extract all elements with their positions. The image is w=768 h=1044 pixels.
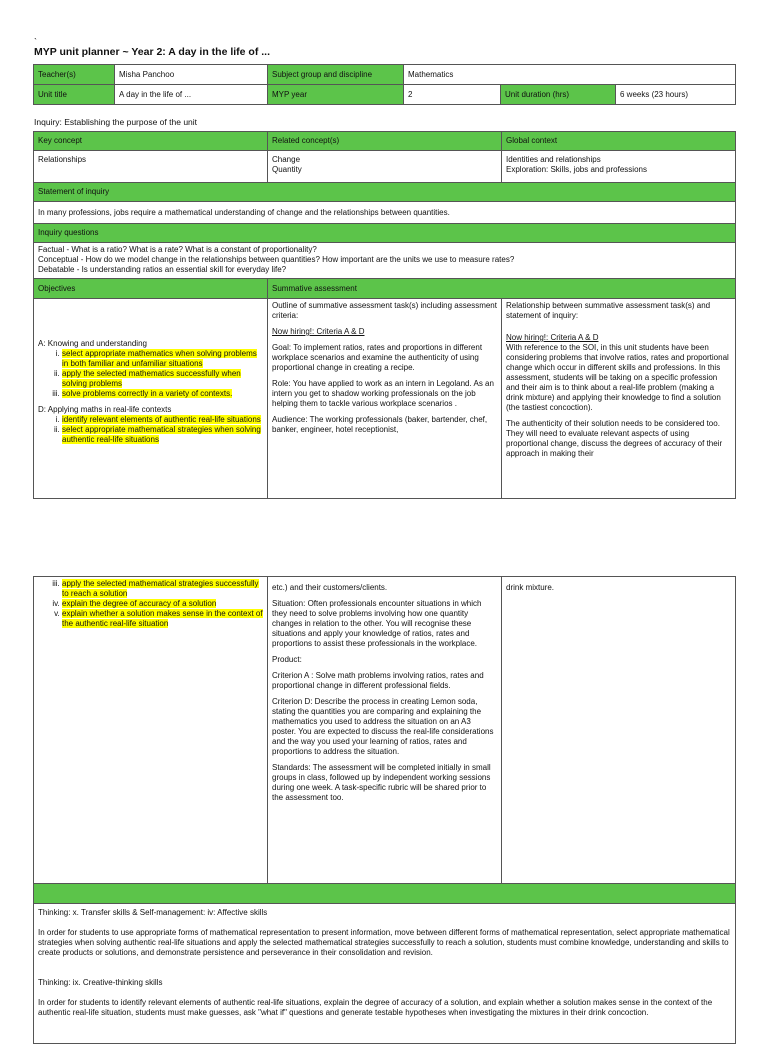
- summative-criterion-d: Criterion D: Describe the process in creating Lemon soda, stating the quantities you are comparing and explaining the mathematics you used to address the situation on an A3 poster. You are expected to discuss the real-life considerations and the way you used your learning of ratios, rates and proportions to address the situation.: [272, 697, 494, 756]
- summative-goal: Goal: To implement ratios, rates and proportions in different workplace scenarios and examine the authenticity of using proportional change in creating a recipe.: [272, 343, 483, 372]
- criterion-d-heading: D: Applying maths in real-life contexts: [38, 405, 172, 414]
- inquiry-heading: Inquiry: Establishing the purpose of the unit: [34, 117, 198, 127]
- stray-mark: `: [34, 37, 37, 47]
- key-concept-header: Key concept: [34, 132, 268, 151]
- subject-label: Subject group and discipline: [268, 65, 404, 85]
- teacher-value: Misha Panchoo: [115, 65, 268, 85]
- objective-item: identify relevant elements of authentic real-life situations: [62, 415, 261, 424]
- summative-outline: Outline of summative assessment task(s) including assessment criteria:: [272, 301, 497, 320]
- duration-value: 6 weeks (23 hours): [616, 85, 736, 105]
- skill-paragraph: In order for students to identify relevant elements of authentic real-life situations, explain the degree of accuracy of a solution, and explain whether a solution makes sense in the context of the authentic real-life situation, students must make guesses, ask "what if" questions and generate testable hypotheses when investigating the mixtures in their drink concoction.: [38, 998, 713, 1017]
- summative-audience-cont: etc.) and their customers/clients.: [272, 583, 388, 592]
- summative-cell: [268, 299, 502, 499]
- summative-cell-continued: [268, 577, 502, 884]
- summative-product: Product:: [272, 655, 302, 664]
- summative-hiring: Now hiring!: Criteria A & D: [272, 327, 365, 336]
- objective-item: apply the selected mathematics successfully when solving problems: [62, 369, 241, 388]
- page-title: MYP unit planner ~ Year 2: A day in the life of ...: [34, 46, 271, 58]
- summative-audience: Audience: The working professionals (baker, bartender, chef, banker, engineer, hotel receptionist,: [272, 415, 488, 434]
- objective-item: solve problems correctly in a variety of contexts.: [62, 389, 233, 398]
- myp-year-value: 2: [404, 85, 501, 105]
- objective-item: explain the degree of accuracy of a solution: [62, 599, 217, 608]
- relationship-cell: [502, 299, 736, 499]
- atl-skills-cell: [34, 904, 736, 1044]
- factual-question: Factual - What is a ratio? What is a rate? What is a constant of proportionality?: [38, 245, 317, 254]
- summative-standards: Standards: The assessment will be completed initially in small groups in class, followed up by independent working sessions during one week. A task-specific rubric will be shared prior to the assessment too.: [272, 763, 491, 802]
- subject-value: Mathematics: [404, 65, 736, 85]
- duration-label: Unit duration (hrs): [501, 85, 616, 105]
- inquiry-questions: [34, 243, 736, 279]
- atl-header-bar: [34, 884, 736, 904]
- global-context-header: Global context: [502, 132, 736, 151]
- objective-item: select appropriate mathematical strategies when solving authentic real-life situations: [62, 425, 261, 444]
- summative-header: Summative assessment: [268, 279, 736, 299]
- global-context-value: Identities and relationships Exploration: Skills, jobs and professions: [502, 151, 736, 183]
- debatable-question: Debatable - Is understanding ratios an essential skill for everyday life?: [38, 265, 287, 274]
- relationship-hiring: Now hiring!: Criteria A & D: [506, 333, 599, 342]
- criterion-a-heading: A: Knowing and understanding: [38, 339, 147, 348]
- objectives-header: Objectives: [34, 279, 268, 299]
- skill-title: Thinking: ix. Creative-thinking skills: [38, 978, 163, 987]
- relationship-heading: Relationship between summative assessment task(s) and statement of inquiry:: [506, 301, 711, 320]
- relationship-paragraph: The authenticity of their solution needs to be considered too. They will need to evaluate relevant aspects of using proportional change, discuss the degrees of accuracy of their approach in making their: [506, 419, 723, 458]
- relationship-cont: drink mixture.: [506, 583, 555, 592]
- soi-text: In many professions, jobs require a mathematical understanding of change and the relationships between quantities.: [34, 202, 736, 224]
- objective-item: apply the selected mathematical strategies successfully to reach a solution: [62, 579, 259, 598]
- objective-item: explain whether a solution makes sense in the context of the authentic real-life situation: [62, 609, 263, 628]
- summative-role: Role: You have applied to work as an intern in Legoland. As an intern you get to shadow working professionals on the job helping them to tackle various workplace scenarios .: [272, 379, 494, 408]
- objective-item: select appropriate mathematics when solving problems in both familiar and unfamiliar situations: [62, 349, 257, 368]
- skill-title: Thinking: x. Transfer skills & Self-management: iv: Affective skills: [38, 908, 268, 917]
- relationship-cell-continued: [502, 577, 736, 884]
- conceptual-question: Conceptual - How do we model change in the relationships between quantities? How important are the units we use to measure rates?: [38, 255, 515, 264]
- key-concept-value: Relationships: [34, 151, 268, 183]
- related-concept-value: Change Quantity: [268, 151, 502, 183]
- teacher-label: Teacher(s): [34, 65, 115, 85]
- skill-paragraph: In order for students to use appropriate forms of mathematical representation to present information, move between different forms of mathematical representation, select appropriate mathematical strategies when solving authentic real-life situations and apply the selected mathematical strategies successfully to reach a solution, students must combine knowledge, understanding and skills to create products or solutions, and demonstrate persistence and perseverance in their consolidation and revision.: [38, 928, 730, 957]
- unit-title-value: A day in the life of ...: [115, 85, 268, 105]
- relationship-paragraph: With reference to the SOI, in this unit students have been considering problems that involve ratios, rates and proportional change which occur in different skills and professions. In this assessment, students will be taking on a specific profession and their aim is to think about a real-life problem (making a drink mixture) and applying their knowledge to find a solution (the tastiest concoction).: [506, 343, 729, 412]
- summative-criterion-a: Criterion A : Solve math problems involving ratios, rates and proportional change in different professional fields.: [272, 671, 484, 690]
- objectives-cell: [34, 299, 268, 499]
- inquiry-questions-header: Inquiry questions: [34, 224, 736, 243]
- objectives-cell-continued: [34, 577, 268, 884]
- related-concept-header: Related concept(s): [268, 132, 502, 151]
- inquiry-table: [33, 131, 736, 499]
- unit-info-table: [33, 64, 736, 105]
- summative-situation: Situation: Often professionals encounter situations in which they need to solve problems involving how one quantity changes in relation to the other. You will recognise these situations and apply your knowledge of ratios, rates and proportions to assist these professionals in the workplace.: [272, 599, 482, 648]
- summative-continued-table: [33, 576, 736, 1044]
- myp-year-label: MYP year: [268, 85, 404, 105]
- unit-title-label: Unit title: [34, 85, 115, 105]
- soi-header: Statement of inquiry: [34, 183, 736, 202]
